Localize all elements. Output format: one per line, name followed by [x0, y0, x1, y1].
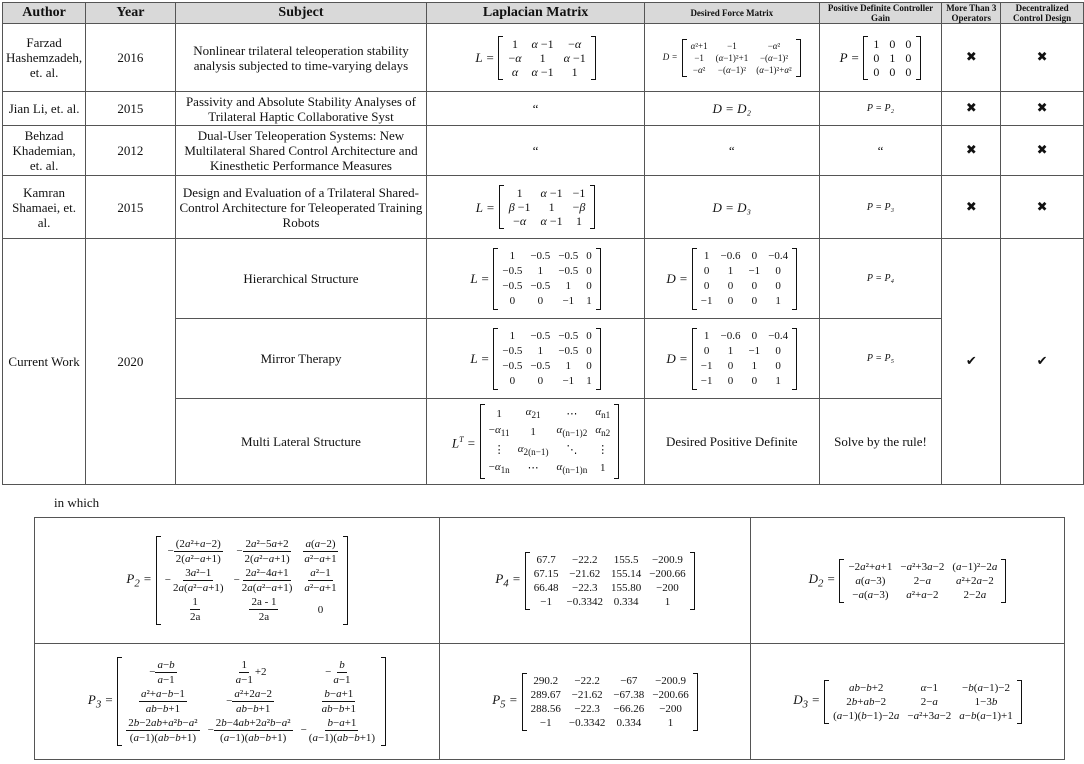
matrix-entry: 1: [509, 329, 516, 342]
matrix-entry: 67.7: [536, 553, 556, 566]
gain-matrix: 1 0 0 0 1 0 0 0 0: [863, 36, 921, 80]
matrix-entry: 66.48: [533, 581, 559, 594]
force-cell: D = 1 −0.6 0 −0.4 0 1 −1 0 −1 0 1 0 −1 0 0 1: [644, 319, 819, 399]
matrix-entry: 0.334: [616, 716, 642, 729]
subject-cell: Mirror Therapy: [175, 319, 427, 399]
header-laplacian: Laplacian Matrix: [427, 3, 645, 24]
matrix-entry: 0: [537, 294, 544, 307]
matrix-entry: −1: [700, 374, 713, 387]
matrix-entry: −0.5: [502, 264, 523, 277]
author-cell: Jian Li, et. al.: [3, 92, 86, 126]
table-row: [3, 239, 1084, 319]
matrix-entry: 0: [703, 279, 710, 292]
header-author: Author: [3, 3, 86, 24]
matrix-entry: −1: [562, 294, 575, 307]
matrix-entry: 0: [509, 294, 516, 307]
matrix-entry: 1: [537, 264, 544, 277]
header-subject: Subject: [175, 3, 427, 24]
matrix-entry: 1: [667, 716, 674, 729]
matrix-entry: 0: [586, 344, 592, 357]
matrix-entry: 0: [775, 279, 781, 292]
matrix-entry: 0: [775, 359, 781, 372]
header-force: Desired Force Matrix: [644, 3, 819, 24]
in-which-label: in which: [54, 495, 100, 510]
P3-matrix: − $\frac{a-b}{a-1}$ $\frac{1}{a-1}$ +2 − $\frac{b}{a-1}$ $\frac{\text{a²+a−b−1}}{ab-b+1}$ − $\frac{\text{a²+2a−2}}{ab-b+1}$ $\frac{b-a+1}{ab-b+1}$ $\frac{\text{2b−2ab+a²b−a²}}{(a-1)(ab-b+1)}$ − $\frac{\text{2b−4ab+2a²b−a²}}{(a-1)(ab-b+1)}$ − $\frac{b-a+1}{(a-1)(ab-b+1)}$: [117, 657, 386, 746]
header-row: [3, 3, 1084, 24]
P4-matrix: [525, 552, 695, 610]
matrix-entry: 0: [509, 374, 516, 387]
matrix-entry: 1: [703, 329, 710, 342]
header-year: Year: [86, 3, 176, 24]
matrix-entry: 0: [703, 344, 710, 357]
P4-cell: $P_4$ = 67.7 −22.2 155.5 −200.9 67.15 −21.62 155.14 −200.66 66.48 −22.3 155.80 −200 −1 −0.3342 0.334 1: [440, 518, 751, 644]
ditto-mark: “: [644, 126, 819, 176]
table-row: [35, 644, 1065, 760]
laplacian-matrix: [493, 328, 600, 390]
matrix-entry: 0: [586, 264, 592, 277]
laplacian-cell: $L^T$ = 1 $\alpha_{21}$ ⋯ $\alpha_{n1}$ $-\alpha_{11}$ 1 $\alpha_{(n-1)2}$ $\alpha_{n2}$ ⋮ $\alpha_{2(n-1)}$ ⋱ ⋮ $-\alpha_{1n}$ ⋯ $\alpha_{(n-1)n}$ 1: [427, 399, 645, 485]
matrix-entry: 1: [703, 249, 710, 262]
checkmark-icon: ✔: [1001, 239, 1084, 485]
matrix-entry: 0: [775, 264, 781, 277]
matrix-entry: 1: [537, 344, 544, 357]
cross-icon: ✖: [1001, 24, 1084, 92]
matrix-entry: 0: [586, 359, 592, 372]
matrix-entry: 1: [586, 374, 592, 387]
laplacian-cell: L = 1 α −1 −α −α 1 α −1 α α −1 1: [427, 24, 645, 92]
matrix-entry: 0: [751, 374, 758, 387]
matrix-entry: −22.2: [574, 674, 600, 687]
matrix-entry: −1: [748, 264, 761, 277]
matrix-entry: 288.56: [530, 702, 561, 715]
force-matrix: [692, 328, 797, 390]
table-row: [3, 126, 1084, 176]
subject-cell: Nonlinear trilateral teleoperation stability analysis subjected to time-varying delays: [175, 24, 427, 92]
matrix-entry: −0.5: [502, 344, 523, 357]
gain-cell: P = P₄: [819, 239, 942, 319]
force-cell: D = α²+1 −1 −α² −1 (α−1)²+1 −(α−1)² −α² −(α−1)² (α−1)²+α²: [644, 24, 819, 92]
matrix-entry: −66.26: [613, 702, 645, 715]
header-decentral: Decentralized Control Design: [1001, 3, 1084, 24]
laplacian-cell: L = 1 −0.5 −0.5 0 −0.5 1 −0.5 0 −0.5 −0.5 1 0 0 0 −1 1: [427, 319, 645, 399]
matrix-entry: −21.62: [571, 688, 603, 701]
matrix-entry: −0.3342: [566, 595, 603, 608]
ditto-mark: “: [819, 126, 942, 176]
matrix-entry: 0: [727, 279, 734, 292]
header-gain: Positive Definite Controller Gain: [819, 3, 942, 24]
matrix-entry: 0: [727, 374, 734, 387]
matrix-entry: −0.5: [558, 344, 579, 357]
author-cell: Kamran Shamaei, et. al.: [3, 176, 86, 239]
matrix-entry: 155.80: [610, 581, 642, 594]
table-row: [3, 24, 1084, 92]
table-row: [3, 176, 1084, 239]
D3-matrix: ab−b+2 α−1 −b(a−1)−2 2b+ab−2 2−a 1−3b (a−1)(b−1)−2a −a²+3a−2 a−b(a−1)+1: [824, 680, 1022, 724]
gain-cell: Solve by the rule!: [819, 399, 942, 485]
matrix-entry: 0: [586, 279, 592, 292]
cross-icon: ✖: [1001, 126, 1084, 176]
matrix-entry: 0: [586, 249, 592, 262]
matrix-entry: 1: [775, 374, 781, 387]
matrix-entry: −1: [748, 344, 761, 357]
matrix-entry: −0.5: [558, 329, 579, 342]
P2-matrix: − $\frac{\text{(2a²+a−2)}}{\text{2(a²−a+1)}}$ − $\frac{\text{2a²−5a+2}}{\text{2(a²−a+1)}}$ $\frac{a(a-2)}{\text{a²−a+1}}$ − $\frac{\text{3a²−1}}{\text{2a(a²−a+1)}}$ − $\frac{\text{2a²−4a+1}}{\text{2a(a²−a+1)}}$ $\frac{\text{a²−1}}{\text{a²−a+1}}$ $\frac{1}{2a}$ $\frac{2a - 1}{2a}$ 0: [156, 536, 348, 625]
table-row: [35, 518, 1065, 644]
subject-cell: Hierarchical Structure: [175, 239, 427, 319]
year-cell: 2015: [86, 176, 176, 239]
subject-cell: Design and Evaluation of a Trilateral Shared-Control Architecture for Teleoperated Training Robots: [175, 176, 427, 239]
matrix-entry: −0.5: [558, 249, 579, 262]
matrix-entry: −0.5: [502, 279, 523, 292]
matrix-entry: 1: [586, 294, 592, 307]
P5-cell: $P_5$ = 290.2 −22.2 −67 −200.9 289.67 −21.62 −67.38 −200.66 288.56 −22.3 −66.26 −200 −1 −0.3342 0.334 1: [440, 644, 751, 760]
author-cell: Farzad Hashemzadeh, et. al.: [3, 24, 86, 92]
D2-cell: $D_2$ = −2a²+a+1 −a²+3a−2 (a−1)²−2a a(a−3) 2−a a²+2a−2 −a(a−3) a²+a−2 2−2a: [751, 518, 1065, 644]
matrix-entry: −67.38: [613, 688, 645, 701]
matrix-entry: 1: [565, 359, 572, 372]
matrix-entry: −200: [656, 581, 679, 594]
matrix-entry: −200.9: [651, 553, 683, 566]
matrix-entry: −200.66: [649, 567, 686, 580]
force-matrix: [692, 248, 797, 310]
matrix-entry: −22.2: [571, 553, 598, 566]
force-cell: D = D₂: [644, 92, 819, 126]
gain-cell: P = 1 0 0 0 1 0 0 0 0: [819, 24, 942, 92]
P3-cell: $P_3$ = − $\frac{a-b}{a-1}$ $\frac{1}{a-1}$ +2 − $\frac{b}{a-1}$ $\frac{\text{a²+a−b−1}}{ab-b+1}$ − $\frac{\text{a²+2a−2}}{ab-b+1}$ $\frac{b-a+1}{ab-b+1}$ $\frac{\text{2b−2ab+a²b−a²}}{(a-1)(ab-b+1)}$ − $\frac{\text{2b−4ab+2a²b−a²}}{(a-1)(ab-b+1)}$ − $\frac{b-a+1}{(a-1)(ab-b+1)}$: [35, 644, 440, 760]
matrix-entry: −0.6: [720, 329, 741, 342]
matrix-entry: −21.62: [569, 567, 601, 580]
laplacian-matrix: 1 α −1 −1 β −1 1 −β −α α −1 1: [499, 185, 596, 229]
matrix-entry: 1: [727, 264, 734, 277]
matrix-entry: −0.5: [530, 249, 551, 262]
laplacian-cell: L = 1 −0.5 −0.5 0 −0.5 1 −0.5 0 −0.5 −0.5 1 0 0 0 −1 1: [427, 239, 645, 319]
matrix-entry: 0: [751, 279, 758, 292]
D2-matrix: −2a²+a+1 −a²+3a−2 (a−1)²−2a a(a−3) 2−a a²+2a−2 −a(a−3) a²+a−2 2−2a: [839, 559, 1006, 603]
matrix-entry: −0.5: [502, 359, 523, 372]
matrix-entry: 289.67: [530, 688, 561, 701]
year-cell: 2012: [86, 126, 176, 176]
header-more-ops: More Than 3 Operators: [942, 3, 1001, 24]
matrix-entry: 1: [775, 294, 781, 307]
comparison-table: [2, 2, 1084, 485]
D3-cell: $D_3$ = ab−b+2 α−1 −b(a−1)−2 2b+ab−2 2−a 1−3b (a−1)(b−1)−2a −a²+3a−2 a−b(a−1)+1: [751, 644, 1065, 760]
matrix-entry: 0.334: [613, 595, 639, 608]
matrix-entry: −22.3: [571, 581, 598, 594]
matrix-entry: −200.66: [652, 688, 689, 701]
matrix-entry: 67.15: [533, 567, 559, 580]
gain-cell: P = P₅: [819, 319, 942, 399]
matrix-entry: −1: [700, 294, 713, 307]
matrix-entry: 1: [664, 595, 671, 608]
matrix-entry: −0.5: [530, 279, 551, 292]
force-cell: D = 1 −0.6 0 −0.4 0 1 −1 0 0 0 0 0 −1 0 0 1: [644, 239, 819, 319]
matrix-entry: −200: [659, 702, 682, 715]
cross-icon: ✖: [1001, 92, 1084, 126]
matrix-entry: −1: [562, 374, 575, 387]
matrix-entry: −0.5: [530, 359, 551, 372]
matrix-entry: 0: [751, 329, 758, 342]
table-row: [3, 92, 1084, 126]
matrix-entry: 155.5: [613, 553, 639, 566]
cross-icon: ✖: [942, 24, 1001, 92]
year-cell: 2015: [86, 92, 176, 126]
force-cell: Desired Positive Definite: [644, 399, 819, 485]
matrix-entry: −1: [539, 716, 552, 729]
force-cell: D = D₃: [644, 176, 819, 239]
matrix-entry: 0: [703, 264, 710, 277]
gain-cell: P = P₂: [819, 92, 942, 126]
force-matrix: α²+1 −1 −α² −1 (α−1)²+1 −(α−1)² −α² −(α−1)² (α−1)²+α²: [682, 39, 801, 77]
ditto-mark: “: [427, 92, 645, 126]
matrix-entry: −0.5: [558, 264, 579, 277]
laplacian-matrix: 1 α −1 −α −α 1 α −1 α α −1 1: [498, 36, 595, 80]
matrix-entry: −67: [620, 674, 638, 687]
matrix-entry: −22.3: [574, 702, 600, 715]
year-cell: 2020: [86, 239, 176, 485]
cross-icon: ✖: [942, 126, 1001, 176]
matrix-entry: 0: [727, 359, 734, 372]
checkmark-icon: ✔: [942, 239, 1001, 485]
matrix-entry: 0: [751, 249, 758, 262]
cross-icon: ✖: [1001, 176, 1084, 239]
P5-matrix: [522, 673, 698, 731]
laplacian-cell: L = 1 α −1 −1 β −1 1 −β −α α −1 1: [427, 176, 645, 239]
matrix-entry: 0: [775, 344, 781, 357]
matrix-entry: −0.3342: [568, 716, 606, 729]
author-cell: Behzad Khademian, et. al.: [3, 126, 86, 176]
matrix-entry: 1: [751, 359, 758, 372]
matrix-entry: −1: [700, 359, 713, 372]
laplacian-matrix: [493, 248, 600, 310]
ditto-mark: “: [427, 126, 645, 176]
matrix-entry: 0: [727, 294, 734, 307]
matrix-entry: 0: [537, 374, 544, 387]
laplacian-matrix: 1 $\alpha_{21}$ ⋯ $\alpha_{n1}$ $-\alpha_{11}$ 1 $\alpha_{(n-1)2}$ $\alpha_{n2}$ ⋮ $\alpha_{2(n-1)}$ ⋱ ⋮ $-\alpha_{1n}$ ⋯ $\alpha_{(n-1)n}$ 1: [480, 404, 620, 479]
subject-cell: Multi Lateral Structure: [175, 399, 427, 485]
matrix-entry: 1: [565, 279, 572, 292]
P2-cell: $P_2$ = − $\frac{\text{(2a²+a−2)}}{\text{2(a²−a+1)}}$ − $\frac{\text{2a²−5a+2}}{\text{2(a²−a+1)}}$ $\frac{a(a-2)}{\text{a²−a+1}}$ − $\frac{\text{3a²−1}}{\text{2a(a²−a+1)}}$ − $\frac{\text{2a²−4a+1}}{\text{2a(a²−a+1)}}$ $\frac{\text{a²−1}}{\text{a²−a+1}}$ $\frac{1}{2a}$ $\frac{2a - 1}{2a}$ 0: [35, 518, 440, 644]
matrix-entry: −0.4: [768, 329, 789, 342]
matrix-entry: 1: [509, 249, 516, 262]
matrix-entry: 155.14: [610, 567, 642, 580]
matrix-entry: −1: [540, 595, 552, 608]
matrix-entry: 1: [727, 344, 734, 357]
matrix-entry: −200.9: [655, 674, 687, 687]
cross-icon: ✖: [942, 176, 1001, 239]
matrix-entry: −0.5: [530, 329, 551, 342]
author-cell: Current Work: [3, 239, 86, 485]
gain-cell: P = P₃: [819, 176, 942, 239]
year-cell: 2016: [86, 24, 176, 92]
matrix-entry: −0.4: [768, 249, 789, 262]
subject-cell: Dual-User Teleoperation Systems: New Multilateral Shared Control Architecture and Kinesthetic Performance Measures: [175, 126, 427, 176]
subject-cell: Passivity and Absolute Stability Analyses of Trilateral Haptic Collaborative Syst: [175, 92, 427, 126]
matrix-entry: 0: [751, 294, 758, 307]
definitions-table: [34, 517, 1065, 760]
matrix-entry: −0.6: [720, 249, 741, 262]
matrix-entry: 290.2: [533, 674, 559, 687]
matrix-entry: 0: [586, 329, 592, 342]
cross-icon: ✖: [942, 92, 1001, 126]
